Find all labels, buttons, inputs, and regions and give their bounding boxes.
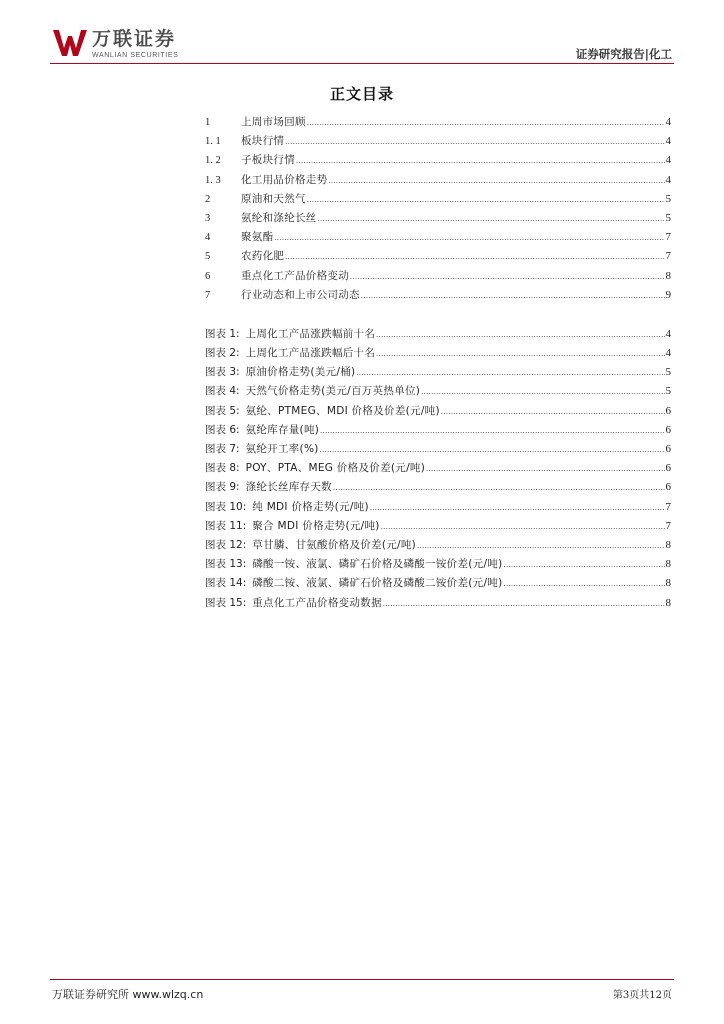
figure-number: 图表 4:: [205, 385, 240, 398]
section-title: 农药化肥: [241, 250, 285, 263]
dot-leader: [307, 190, 665, 209]
figure-title: 氨纶开工率(%): [245, 443, 319, 455]
toc-section-row[interactable]: [205, 113, 671, 132]
toc-section-row[interactable]: [205, 267, 671, 286]
figure-title: 重点化工产品价格变动数据: [252, 596, 382, 609]
header-divider: [50, 63, 674, 64]
dot-leader: [361, 286, 665, 305]
toc-section-row[interactable]: [205, 286, 671, 305]
toc-section-row[interactable]: [205, 190, 671, 209]
section-title: 子板块行情: [241, 154, 295, 167]
toc-section-row[interactable]: [205, 209, 671, 228]
page-title: 正文目录: [329, 85, 394, 103]
toc-figure-row[interactable]: [205, 517, 671, 536]
toc-page-number: 8: [665, 538, 671, 551]
figure-title: 草甘膦、甘氨酸价格及价差(元/吨): [252, 538, 417, 551]
toc-page-number: 7: [665, 519, 671, 532]
figure-number: 图表 6:: [205, 423, 240, 436]
section-number: 1. 2: [205, 155, 221, 167]
toc-page-number: 6: [665, 423, 671, 436]
figure-title: 氨纶、PTMEG、MDI 价格及价差(元/吨): [245, 404, 440, 417]
toc-page-number: 5: [665, 192, 671, 205]
section-number: 7: [205, 289, 211, 301]
toc-figure-row[interactable]: [205, 459, 671, 478]
toc-section-row[interactable]: [205, 151, 671, 170]
figure-title: 上周化工产品涨跌幅前十名: [245, 327, 376, 340]
section-number: 4: [205, 232, 211, 244]
toc-page-number: 7: [665, 500, 671, 513]
wanlian-logo-mark-icon: [52, 28, 88, 58]
toc-page-number: 6: [665, 462, 671, 475]
toc-page-number: 4: [665, 173, 671, 186]
figure-number: 图表 5:: [205, 404, 240, 417]
report-type-label: 证券研究报告|化工: [575, 47, 672, 61]
toc-page-number: 6: [665, 404, 671, 417]
toc-section-list: [205, 113, 671, 305]
toc-figure-row[interactable]: [205, 344, 671, 363]
toc-page-number: 4: [665, 327, 671, 340]
figure-number: 图表 10:: [205, 500, 247, 513]
logo-english-name: WANLIAN SECURITIES: [92, 52, 179, 59]
figure-title: 磷酸一铵、液氯、磷矿石价格及磷酸一铵价差(元/吨): [252, 558, 503, 571]
toc-figure-row[interactable]: [205, 498, 671, 517]
toc-page-number: 4: [665, 347, 671, 360]
toc-page-number: 6: [665, 481, 671, 494]
section-title: 原油和天然气: [241, 192, 306, 205]
footer-source: 万联证券研究所 www.wlzq.cn: [52, 988, 204, 1001]
toc-page-number: 9: [665, 288, 671, 301]
dot-leader: [503, 574, 664, 593]
figure-number: 图表 15:: [205, 596, 247, 609]
dot-leader: [274, 228, 664, 247]
dot-leader: [376, 325, 664, 344]
section-number: 6: [205, 270, 211, 282]
figure-title: 原油价格走势(美元/桶): [245, 366, 356, 379]
page-number: 第3页共12页: [612, 990, 672, 1001]
figure-title: 聚合 MDI 价格走势(元/吨): [252, 519, 380, 532]
toc-page-number: 5: [665, 366, 671, 379]
toc-page-number: 8: [665, 596, 671, 609]
dot-leader: [376, 344, 664, 363]
dot-leader: [426, 459, 664, 478]
section-title: 行业动态和上市公司动态: [241, 288, 360, 301]
section-title: 上周市场回顾: [241, 116, 306, 128]
logo-chinese-name: 万联证券: [92, 28, 177, 50]
dot-leader: [285, 247, 664, 266]
page-header: [52, 28, 672, 64]
toc-page-number: 7: [665, 231, 671, 244]
dot-leader: [350, 267, 665, 286]
toc-figure-row[interactable]: [205, 363, 671, 382]
toc-page-number: 8: [665, 577, 671, 590]
company-logo: [52, 28, 178, 62]
toc-page-number: 5: [665, 385, 671, 398]
toc-figure-row[interactable]: [205, 402, 671, 421]
footer-divider: [50, 979, 674, 980]
figure-title: 纯 MDI 价格走势(元/吨): [252, 500, 369, 513]
toc-figure-row[interactable]: [205, 574, 671, 593]
toc-figure-row[interactable]: [205, 440, 671, 459]
dot-leader: [307, 113, 665, 132]
toc-section-row[interactable]: [205, 171, 671, 190]
toc-figure-row[interactable]: [205, 536, 671, 555]
dot-leader: [285, 132, 664, 151]
figure-title: 上周化工产品涨跌幅后十名: [245, 347, 376, 360]
toc-page-number: 4: [665, 116, 671, 128]
toc-page-number: 8: [665, 269, 671, 282]
figure-title: 氨纶库存量(吨): [245, 423, 320, 436]
figure-number: 图表 12:: [205, 538, 247, 551]
figure-title: POY、PTA、MEG 价格及价差(元/吨): [245, 462, 426, 475]
section-number: 1. 1: [205, 136, 221, 148]
figure-number: 图表 14:: [205, 577, 247, 590]
dot-leader: [381, 517, 665, 536]
toc-spacer: [205, 305, 671, 325]
section-number: 1: [205, 117, 211, 128]
dot-leader: [383, 594, 665, 613]
section-title: 聚氨酯: [241, 231, 274, 244]
figure-title: 天然气价格走势(美元/百万英热单位): [245, 385, 421, 398]
figure-number: 图表 7:: [205, 443, 240, 455]
figure-number: 图表 11:: [205, 519, 247, 532]
toc-section-row[interactable]: [205, 132, 671, 151]
toc-section-row[interactable]: [205, 228, 671, 247]
figure-number: 图表 3:: [205, 366, 240, 379]
dot-leader: [320, 440, 665, 459]
dot-leader: [370, 498, 665, 517]
toc-figure-row[interactable]: [205, 478, 671, 497]
toc-page-number: 8: [665, 558, 671, 571]
toc-figure-row[interactable]: [205, 421, 671, 440]
toc-page-number: 4: [665, 154, 671, 167]
section-title: 板块行情: [241, 135, 285, 148]
section-number: 2: [205, 193, 211, 205]
toc-page-number: 7: [665, 250, 671, 263]
figure-number: 图表 2:: [205, 347, 240, 360]
figure-title: 涤纶长丝库存天数: [245, 481, 332, 494]
toc-page-number: 5: [665, 211, 671, 224]
section-title: 重点化工产品价格变动: [241, 269, 349, 282]
dot-leader: [356, 363, 664, 382]
toc-page-number: 4: [665, 135, 671, 148]
toc-figure-row[interactable]: [205, 594, 671, 613]
dot-leader: [503, 555, 664, 574]
dot-leader: [421, 382, 664, 401]
toc-figure-row[interactable]: [205, 382, 671, 401]
dot-leader: [333, 478, 665, 497]
figure-number: 图表 1:: [205, 327, 240, 340]
dot-leader: [320, 421, 664, 440]
section-title: 化工用品价格走势: [241, 173, 328, 186]
toc-section-row[interactable]: [205, 247, 671, 266]
figure-number: 图表 13:: [205, 558, 247, 571]
figure-title: 磷酸二铵、液氯、磷矿石价格及磷酸二铵价差(元/吨): [252, 577, 503, 590]
dot-leader: [417, 536, 664, 555]
toc-figure-row[interactable]: [205, 555, 671, 574]
section-number: 5: [205, 251, 211, 263]
toc-figure-list: [205, 325, 671, 613]
section-number: 1. 3: [205, 174, 221, 186]
dot-leader: [441, 402, 665, 421]
dot-leader: [328, 171, 664, 190]
dot-leader: [296, 151, 665, 170]
section-title: 氨纶和涤纶长丝: [241, 211, 317, 224]
figure-number: 图表 9:: [205, 481, 240, 494]
toc-figure-row[interactable]: [205, 325, 671, 344]
dot-leader: [318, 209, 665, 228]
table-of-contents: [205, 113, 671, 613]
figure-number: 图表 8:: [205, 462, 240, 475]
section-number: 3: [205, 212, 211, 224]
toc-page-number: 6: [665, 443, 671, 455]
